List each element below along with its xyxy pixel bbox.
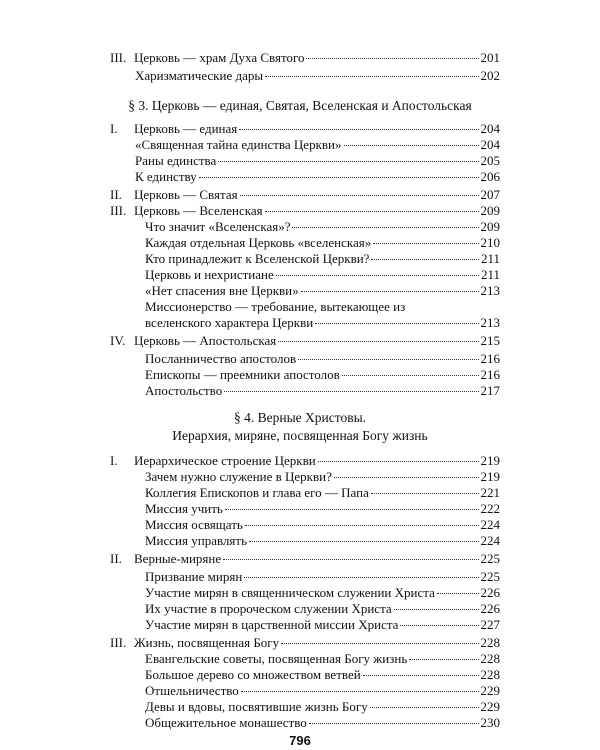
toc-entry	[145, 485, 500, 501]
dot-leader	[344, 145, 479, 146]
dot-leader	[409, 659, 478, 660]
dot-leader	[373, 243, 478, 244]
dot-leader	[239, 129, 478, 130]
toc-entry	[145, 315, 500, 331]
dot-leader	[244, 577, 478, 578]
toc-entry	[145, 283, 500, 299]
entry-page: 216	[480, 351, 500, 366]
entry-page: 211	[480, 251, 500, 266]
entry-title: Церковь — Апостольская	[134, 333, 277, 348]
entry-page: 204	[480, 137, 500, 152]
entry-page: 201	[480, 50, 500, 65]
dot-leader	[370, 707, 479, 708]
toc-entry	[145, 585, 500, 601]
entry-title: Апостольство	[145, 383, 223, 398]
dot-leader	[249, 541, 478, 542]
toc-entry	[110, 551, 500, 567]
entry-title: Отшельничество	[145, 683, 239, 698]
dot-leader	[342, 375, 479, 376]
dot-leader	[315, 323, 478, 324]
entry-title: Верные-миряне	[134, 551, 222, 566]
dot-leader	[363, 675, 479, 676]
entry-page: 213	[480, 315, 500, 330]
toc-entry	[110, 635, 500, 651]
entry-page: 219	[480, 453, 500, 468]
entry-page: 228	[480, 667, 500, 682]
entry-title: Церковь — Вселенская	[134, 203, 263, 218]
toc-entry	[135, 169, 500, 185]
entry-page: 228	[480, 635, 500, 650]
toc-entry	[145, 367, 500, 383]
dot-leader	[265, 76, 478, 77]
entry-title: Иерархическое строение Церкви	[134, 453, 316, 468]
dot-leader	[276, 275, 479, 276]
toc-entry	[135, 137, 500, 153]
dot-leader	[437, 593, 479, 594]
toc-entry	[135, 153, 500, 169]
entry-title-continued: Миссионерство — требование, вытекающее из	[145, 299, 406, 314]
entry-page: 206	[480, 169, 500, 184]
toc-entry	[145, 617, 500, 633]
toc-entry	[145, 533, 500, 549]
dot-leader	[245, 525, 479, 526]
entry-title: Церковь — храм Духа Святого	[134, 50, 305, 65]
entry-number: IV.	[110, 333, 126, 348]
entry-title: Их участие в пророческом служении Христа	[145, 601, 392, 616]
toc-entry	[145, 351, 500, 367]
entry-page: 225	[480, 569, 500, 584]
dot-leader	[306, 58, 478, 59]
toc-entry	[110, 203, 500, 219]
entry-page: 205	[480, 153, 500, 168]
entry-number: III.	[110, 635, 127, 650]
toc-entry	[145, 683, 500, 699]
dot-leader	[241, 691, 479, 692]
entry-title: К единству	[135, 169, 197, 184]
entry-page: 229	[480, 699, 500, 714]
section-heading: § 4. Верные Христовы.	[233, 410, 367, 425]
entry-page: 207	[480, 187, 500, 202]
entry-page: 215	[480, 333, 500, 348]
entry-title: Зачем нужно служение в Церкви?	[145, 469, 332, 484]
entry-page: 209	[480, 219, 500, 234]
toc-entry	[145, 501, 500, 517]
entry-page: 204	[480, 121, 500, 136]
dot-leader	[218, 161, 478, 162]
entry-page: 224	[480, 533, 500, 548]
toc-entry	[110, 187, 500, 203]
entry-title: Раны единства	[135, 153, 217, 168]
entry-page: 225	[480, 551, 500, 566]
dot-leader	[223, 559, 478, 560]
entry-page: 210	[480, 235, 500, 250]
dot-leader	[298, 359, 478, 360]
entry-page: 226	[480, 601, 500, 616]
toc-entry	[145, 569, 500, 585]
toc-entry	[110, 453, 500, 469]
dot-leader	[199, 177, 479, 178]
section-subheading: Иерархия, миряне, посвященная Богу жизнь	[172, 428, 428, 443]
toc-entry	[145, 219, 500, 235]
entry-title: Участие мирян в царственной миссии Христа	[145, 617, 399, 632]
dot-leader	[371, 493, 479, 494]
toc-entry	[145, 267, 500, 283]
entry-title: Миссия освящать	[145, 517, 243, 532]
section-heading: § 3. Церковь — единая, Святая, Вселенская и Апостольская	[128, 98, 472, 113]
entry-title: Призвание мирян	[145, 569, 243, 584]
entry-title: Большое дерево со множеством ветвей	[145, 667, 361, 682]
entry-title: Церковь и нехристиане	[145, 267, 274, 282]
toc-entry	[145, 235, 500, 251]
entry-title: Миссия управлять	[145, 533, 248, 548]
dot-leader	[278, 341, 478, 342]
toc-entry	[145, 517, 500, 533]
entry-number: III.	[110, 203, 127, 218]
toc-entry	[110, 50, 500, 66]
entry-page: 230	[480, 715, 500, 730]
dot-leader	[281, 643, 478, 644]
entry-title: Евангельские советы, посвященная Богу жизнь	[145, 651, 408, 666]
toc-entry	[110, 333, 500, 349]
entry-title: Коллегия Епископов и глава его — Папа	[145, 485, 369, 500]
dot-leader	[309, 723, 479, 724]
entry-title: вселенского характера Церкви	[145, 315, 314, 330]
entry-page: 213	[480, 283, 500, 298]
dot-leader	[318, 461, 479, 462]
dot-leader	[265, 211, 479, 212]
entry-page: 209	[480, 203, 500, 218]
entry-page: 226	[480, 585, 500, 600]
entry-number: I.	[110, 453, 118, 468]
entry-title: Участие мирян в священническом служении Христа	[145, 585, 435, 600]
entry-page: 221	[480, 485, 500, 500]
toc-entry	[110, 121, 500, 137]
entry-title: Посланничество апостолов	[145, 351, 297, 366]
entry-page: 217	[480, 383, 500, 398]
entry-page: 224	[480, 517, 500, 532]
entry-title: Церковь — Святая	[134, 187, 238, 202]
toc-entry	[145, 667, 500, 683]
entry-title: Каждая отдельная Церковь «вселенская»	[145, 235, 372, 250]
entry-title: «Нет спасения вне Церкви»	[145, 283, 299, 298]
dot-leader	[334, 477, 479, 478]
entry-title: Харизматические дары	[135, 68, 264, 83]
toc-entry	[145, 469, 500, 485]
toc-entry	[145, 651, 500, 667]
toc-entry	[135, 68, 500, 84]
dot-leader	[371, 259, 479, 260]
entry-page: 211	[480, 267, 500, 282]
entry-title: Жизнь, посвященная Богу	[134, 635, 280, 650]
dot-leader	[240, 195, 479, 196]
toc-entry	[145, 383, 500, 399]
entry-number: III.	[110, 50, 127, 65]
dot-leader	[224, 391, 478, 392]
entry-title: «Священная тайна единства Церкви»	[135, 137, 342, 152]
entry-number: II.	[110, 551, 122, 566]
entry-number: I.	[110, 121, 118, 136]
entry-title: Кто принадлежит к Вселенской Церкви?	[145, 251, 370, 266]
entry-number: II.	[110, 187, 122, 202]
entry-page: 228	[480, 651, 500, 666]
dot-leader	[225, 509, 479, 510]
toc-entry	[145, 699, 500, 715]
toc-entry	[145, 601, 500, 617]
toc-entry	[145, 715, 500, 731]
entry-title: Девы и вдовы, посвятившие жизнь Богу	[145, 699, 368, 714]
entry-title: Что значит «Вселенская»?	[145, 219, 291, 234]
toc-entry	[145, 251, 500, 267]
entry-page: 229	[480, 683, 500, 698]
entry-page: 222	[480, 501, 500, 516]
entry-title: Общежительное монашество	[145, 715, 307, 730]
dot-leader	[394, 609, 479, 610]
entry-title: Церковь — единая	[134, 121, 238, 136]
entry-page: 219	[480, 469, 500, 484]
dot-leader	[301, 291, 479, 292]
entry-page: 202	[480, 68, 500, 83]
entry-title: Епископы — преемники апостолов	[145, 367, 340, 382]
page-number: 796	[289, 733, 311, 748]
entry-page: 227	[480, 617, 500, 632]
dot-leader	[292, 227, 478, 228]
entry-title: Миссия учить	[145, 501, 223, 516]
entry-page: 216	[480, 367, 500, 382]
dot-leader	[400, 625, 478, 626]
